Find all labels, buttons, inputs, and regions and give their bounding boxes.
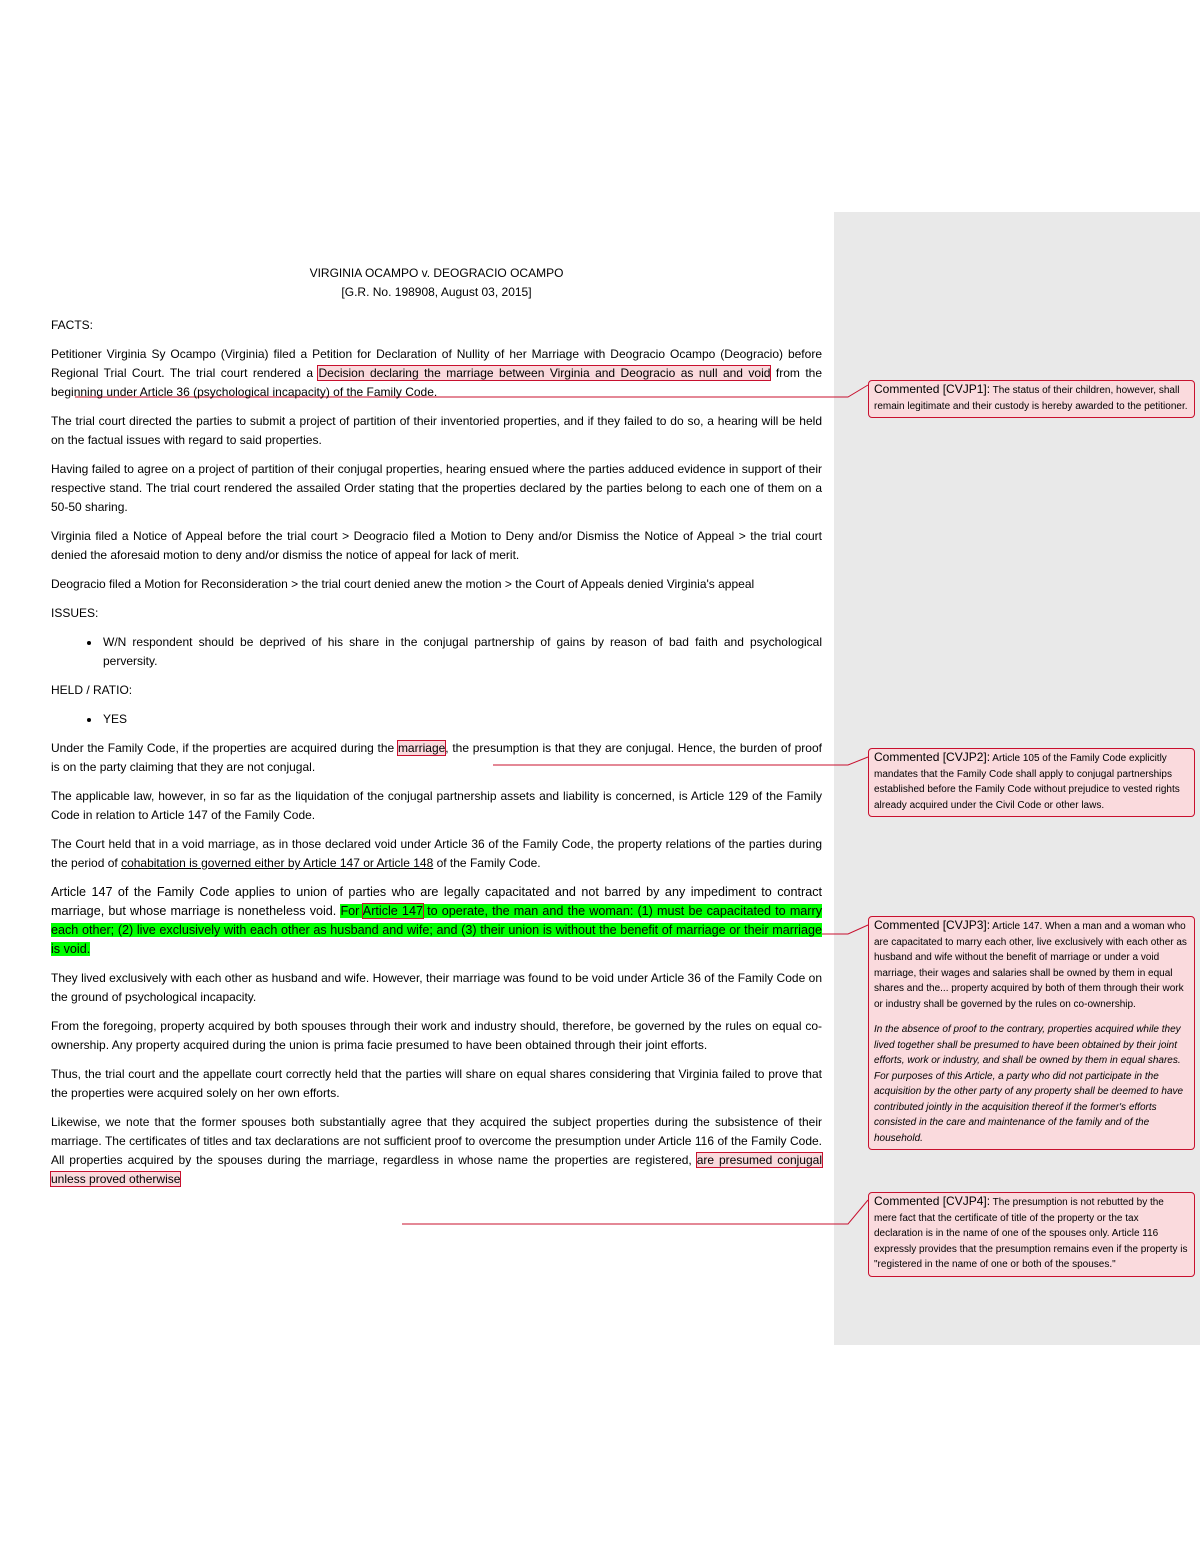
comment-text-italic: In the absence of proof to the contrary, properties acquired while they lived together shall be presumed to have been obtained by their joint efforts, work or industry, and shall be owned by them in equal shares. For purposes of this Article, a party who did not participate in the acquisition by the other party of any property shall be deemed to have contributed jointly in the acquisition thereof if the former's efforts consisted in the care and maintenance of the family and of the household. <box>874 1024 1184 1144</box>
list-item: • YES <box>101 710 822 729</box>
ratio-paragraph-5: They lived exclusively with each other as husband and wife. However, their marriage was found to be void under Article 36 of the Family Code on the ground of psychological incapacity. <box>51 971 822 1004</box>
comment-anchor-1[interactable]: Decision declaring the marriage between Virginia and Deogracio as null and void <box>318 366 771 380</box>
issues-list <box>51 633 822 671</box>
facts-paragraph-4: Virginia filed a Notice of Appeal before the trial court > Deogracio filed a Motion to Deny and/or Dismiss the Notice of Appeal > the trial court denied the aforesaid motion to deny and/or dismiss the notice of appeal for lack of merit. <box>51 529 822 562</box>
ratio-paragraph-3: The Court held that in a void marriage, as in those declared void under Article 36 of the Family Code, the property relations of the parties during the period of cohabitation is governed either by Article 147 or Article 148 of the Family Code. <box>51 837 822 870</box>
issues-label: ISSUES: <box>51 606 99 620</box>
facts-paragraph-2: The trial court directed the parties to submit a project of partition of their inventoried properties, and if they failed to do so, a hearing will be held on the factual issues with regard to said properties. <box>51 414 822 447</box>
leader-line-4 <box>402 1200 868 1224</box>
ratio-paragraph-6: From the foregoing, property acquired by both spouses through their work and industry should, therefore, be governed by the rules on equal co-ownership. Any property acquired during the union is prima facie presumed to have been obtained through their joint efforts. <box>51 1019 822 1052</box>
comment-anchor-2[interactable]: marriage <box>397 741 446 755</box>
comment-balloon-4[interactable] <box>868 1192 1195 1277</box>
comment-author: Commented [CVJP2]: <box>874 750 991 764</box>
held-list <box>51 710 822 729</box>
comment-anchor-4[interactable]: are presumed conjugal unless proved otherwise <box>51 1153 822 1186</box>
ratio-paragraph-7: Thus, the trial court and the appellate court correctly held that the parties will share on equal shares considering that Virginia failed to prove that the properties were acquired solely on her own efforts. <box>51 1067 822 1100</box>
comment-balloon-1[interactable] <box>868 380 1195 418</box>
facts-paragraph-5: Deogracio filed a Motion for Reconsideration > the trial court denied anew the motion > the Court of Appeals denied Virginia's appeal <box>51 577 755 591</box>
comment-author: Commented [CVJP1]: <box>874 382 991 396</box>
comment-text: Article 147. When a man and a woman who are capacitated to marry each other, live exclusively with each other as husband and wife without the benefit of marriage or under a void marriage, their wages and salaries shall be owned by them in equal shares and the... property acquired by both of them through their work or industry shall be governed by the rules on co-ownership. <box>874 921 1187 1010</box>
ratio-paragraph-2: The applicable law, however, in so far as the liquidation of the conjugal partnership assets and liability is concerned, is Article 129 of the Family Code in relation to Article 147 of the Family Code. <box>51 789 822 822</box>
ratio-paragraph-4: Article 147 of the Family Code applies to union of parties who are legally capacitated and not barred by any impediment to contract marriage, but whose marriage is nonetheless void. For Article 147 to operate, the man and the woman: (1) must be capacitated to marry each other; (2) live exclusively with each other as husband and wife; and (3) their union is without the benefit of marriage or their marriage is void. <box>51 885 822 956</box>
comment-balloon-2[interactable] <box>868 748 1195 817</box>
comment-anchor-3[interactable]: Article 147 <box>362 904 423 918</box>
ratio-paragraph-1: Under the Family Code, if the properties are acquired during the marriage, the presumption is that they are conjugal. Hence, the burden of proof is on the party claiming that they are not conjugal. <box>51 741 822 774</box>
green-highlight: to operate, the man and the woman: (1) must be capacitated to marry each other; (2) live exclusively with each other as husband and wife; and (3) their union is without the benefit of marriage or their marriage is void. <box>51 904 822 956</box>
held-label: HELD / RATIO: <box>51 683 133 697</box>
case-citation: [G.R. No. 198908, August 03, 2015] <box>341 285 532 299</box>
comment-author: Commented [CVJP4]: <box>874 1194 991 1208</box>
comment-text: The status of their children, however, shall remain legitimate and their custody is hereby awarded to the petitioner. <box>874 385 1188 412</box>
green-highlight: For <box>340 904 363 918</box>
comment-text: Article 105 of the Family Code explicitly mandates that the Family Code shall apply to conjugal partnerships established before the Family Code without prejudice to vested rights already acquired under the Civil Code or other laws. <box>874 753 1180 811</box>
facts-paragraph-1: Petitioner Virginia Sy Ocampo (Virginia) filed a Petition for Declaration of Nullity of her Marriage with Deogracio Ocampo (Deogracio) before Regional Trial Court. The trial court rendered a Decision declaring the marriage between Virginia and Deogracio as null and void from the beginning under Article 36 (psychological incapacity) of the Family Code. <box>51 347 822 399</box>
facts-paragraph-3: Having failed to agree on a project of partition of their conjugal properties, hearing ensued where the parties adduced evidence in support of their respective stand. The trial court rendered the assailed Order stating that the properties declared by the parties belong to each one of them on a 50-50 sharing. <box>51 462 822 514</box>
comment-author: Commented [CVJP3]: <box>874 918 991 932</box>
facts-label: FACTS: <box>51 318 94 332</box>
ratio-paragraph-8: Likewise, we note that the former spouses both substantially agree that they acquired the subject properties during the subsistence of their marriage. The certificates of titles and tax declarations are not sufficient proof to overcome the presumption under Article 116 of the Family Code. All properties acquired by the spouses during the marriage, regardless in whose name the properties are registered, are presumed conjugal unless proved otherwise <box>51 1115 822 1186</box>
list-item: • W/N respondent should be deprived of his share in the conjugal partnership of gains by reason of bad faith and psychological perversity. <box>101 633 822 671</box>
comment-text: The presumption is not rebutted by the mere fact that the certificate of title of the property or the tax declaration is in the name of one of the spouses only. Article 116 expressly provides that the presumption remains even if the property is "registered in the name of one or both of the spouses." <box>874 1197 1188 1270</box>
case-title: VIRGINIA OCAMPO v. DEOGRACIO OCAMPO <box>309 266 564 280</box>
document-body <box>51 264 822 1199</box>
underlined-text: cohabitation is governed either by Article 147 or Article 148 <box>121 856 434 870</box>
comment-balloon-3[interactable] <box>868 916 1195 1150</box>
